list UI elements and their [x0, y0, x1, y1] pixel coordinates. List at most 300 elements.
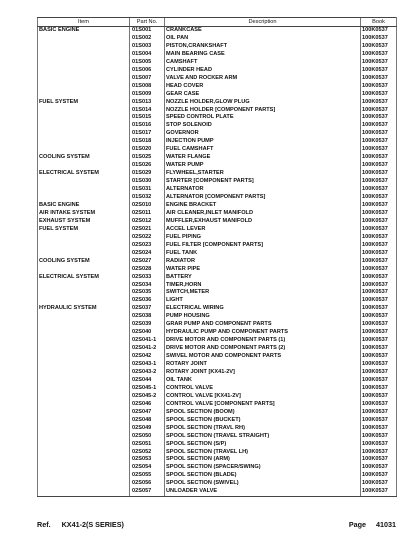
book-cell: 100K0537 [361, 202, 397, 210]
description-cell: HEAD COVER [165, 83, 361, 91]
table-row [38, 441, 397, 449]
book-cell: 100K0537 [361, 99, 397, 107]
item-cell [38, 313, 130, 321]
item-cell [38, 449, 130, 457]
book-cell: 100K0537 [361, 449, 397, 457]
table-row [38, 75, 397, 83]
item-cell: ELECTRICAL SYSTEM [38, 274, 130, 282]
item-cell [38, 67, 130, 75]
table-row [38, 417, 397, 425]
description-cell: NOZZLE HOLDER,GLOW PLUG [165, 99, 361, 107]
description-cell: FUEL CAMSHAFT [165, 146, 361, 154]
item-cell [38, 242, 130, 250]
table-row [38, 282, 397, 290]
item-cell [38, 234, 130, 242]
item-cell [38, 250, 130, 258]
book-cell: 100K0537 [361, 114, 397, 122]
description-cell: DRIVE MOTOR AND COMPONENT PARTS (1) [165, 337, 361, 345]
book-cell: 100K0537 [361, 35, 397, 43]
description-cell: UNLOADER VALVE [165, 488, 361, 496]
part-number-cell: 02S033 [130, 274, 165, 282]
description-cell: FLYWHEEL,STARTER [165, 170, 361, 178]
part-number-cell: 01S003 [130, 43, 165, 51]
description-cell: SPOOL SECTION (TRAVL RH) [165, 425, 361, 433]
column-header-book: Book [361, 18, 397, 27]
item-cell: AIR INTAKE SYSTEM [38, 210, 130, 218]
table-row [38, 67, 397, 75]
table-row [38, 43, 397, 51]
table-row [38, 146, 397, 154]
item-cell [38, 385, 130, 393]
part-number-cell: 02S055 [130, 472, 165, 480]
book-cell: 100K0537 [361, 258, 397, 266]
description-cell: SPOOL SECTION (SWIVEL) [165, 480, 361, 488]
part-number-cell: 02S028 [130, 266, 165, 274]
book-cell: 100K0537 [361, 488, 397, 496]
part-number-cell: 01S017 [130, 130, 165, 138]
description-cell: FUEL PIPING [165, 234, 361, 242]
table-row [38, 83, 397, 91]
item-cell [38, 59, 130, 67]
page-number: 41031 [376, 520, 396, 529]
book-cell: 100K0537 [361, 107, 397, 115]
part-number-cell: 01S007 [130, 75, 165, 83]
page-label: Page [348, 520, 366, 529]
ref-label: Ref. [37, 520, 51, 529]
item-cell [38, 456, 130, 464]
description-cell: ACCEL LEVER [165, 226, 361, 234]
book-cell: 100K0537 [361, 130, 397, 138]
part-number-cell: 02S056 [130, 480, 165, 488]
part-number-cell: 01S018 [130, 138, 165, 146]
book-cell: 100K0537 [361, 218, 397, 226]
book-cell: 100K0537 [361, 289, 397, 297]
description-cell: BATTERY [165, 274, 361, 282]
description-cell: SPOOL SECTION (SPACER/SWING) [165, 464, 361, 472]
part-number-cell: 02S044 [130, 377, 165, 385]
item-cell: HYDRAULIC SYSTEM [38, 305, 130, 313]
description-cell: FUEL TANK [165, 250, 361, 258]
description-cell: MUFFLER,EXHAUST MANIFOLD [165, 218, 361, 226]
table-row [38, 35, 397, 43]
part-number-cell: 01S020 [130, 146, 165, 154]
part-number-cell: 02S041-1 [130, 337, 165, 345]
book-cell: 100K0537 [361, 369, 397, 377]
item-cell [38, 146, 130, 154]
part-number-cell: 01S001 [130, 27, 165, 35]
book-cell: 100K0537 [361, 297, 397, 305]
part-number-cell: 01S014 [130, 107, 165, 115]
part-number-cell: 02S021 [130, 226, 165, 234]
table-row [38, 162, 397, 170]
item-cell [38, 122, 130, 130]
book-cell: 100K0537 [361, 329, 397, 337]
book-cell: 100K0537 [361, 345, 397, 353]
part-number-cell: 02S034 [130, 282, 165, 290]
description-cell: OIL TANK [165, 377, 361, 385]
book-cell: 100K0537 [361, 83, 397, 91]
book-cell: 100K0537 [361, 385, 397, 393]
description-cell: PISTON,CRANKSHAFT [165, 43, 361, 51]
part-number-cell: 01S008 [130, 83, 165, 91]
part-number-cell: 02S051 [130, 441, 165, 449]
part-number-cell: 02S057 [130, 488, 165, 496]
table-row [38, 345, 397, 353]
part-number-cell: 01S005 [130, 59, 165, 67]
item-cell [38, 282, 130, 290]
model-reference: KX41-2(S SERIES) [61, 520, 124, 529]
table-row [38, 313, 397, 321]
book-cell: 100K0537 [361, 51, 397, 59]
description-cell: WATER FLANGE [165, 154, 361, 162]
table-body [38, 27, 397, 497]
description-cell: CONTROL VALVE [KX41-2V] [165, 393, 361, 401]
table-row [38, 154, 397, 162]
table-row [38, 321, 397, 329]
book-cell: 100K0537 [361, 210, 397, 218]
item-cell [38, 289, 130, 297]
part-number-cell: 02S023 [130, 242, 165, 250]
book-cell: 100K0537 [361, 75, 397, 83]
description-cell: CRANKCASE [165, 27, 361, 35]
part-number-cell: 02S035 [130, 289, 165, 297]
book-cell: 100K0537 [361, 417, 397, 425]
part-number-cell: 02S042 [130, 353, 165, 361]
table-header [38, 18, 397, 27]
item-cell [38, 401, 130, 409]
item-cell [38, 266, 130, 274]
book-cell: 100K0537 [361, 361, 397, 369]
table-row [38, 138, 397, 146]
part-number-cell: 02S036 [130, 297, 165, 305]
part-number-cell: 02S045-2 [130, 393, 165, 401]
description-cell: OIL PAN [165, 35, 361, 43]
item-cell [38, 472, 130, 480]
book-cell: 100K0537 [361, 162, 397, 170]
part-number-cell: 02S046 [130, 401, 165, 409]
description-cell: HYDRAULIC PUMP AND COMPONENT PARTS [165, 329, 361, 337]
description-cell: LIGHT [165, 297, 361, 305]
table-row [38, 194, 397, 202]
table-row [38, 250, 397, 258]
part-number-cell: 01S009 [130, 91, 165, 99]
item-cell [38, 377, 130, 385]
part-number-cell: 02S024 [130, 250, 165, 258]
item-cell [38, 393, 130, 401]
description-cell: ENGINE BRACKET [165, 202, 361, 210]
table-row [38, 51, 397, 59]
part-number-cell: 01S031 [130, 186, 165, 194]
book-cell: 100K0537 [361, 305, 397, 313]
part-number-cell: 01S002 [130, 35, 165, 43]
description-cell: CAMSHAFT [165, 59, 361, 67]
book-cell: 100K0537 [361, 250, 397, 258]
table-row [38, 305, 397, 313]
item-cell [38, 130, 130, 138]
part-number-cell: 02S040 [130, 329, 165, 337]
item-cell [38, 329, 130, 337]
part-number-cell: 01S016 [130, 122, 165, 130]
part-number-cell: 02S022 [130, 234, 165, 242]
item-cell: BASIC ENGINE [38, 202, 130, 210]
book-cell: 100K0537 [361, 59, 397, 67]
item-cell [38, 107, 130, 115]
table-row [38, 266, 397, 274]
header-row [38, 18, 397, 27]
table-row [38, 122, 397, 130]
item-cell [38, 162, 130, 170]
item-cell [38, 321, 130, 329]
item-cell [38, 464, 130, 472]
book-cell: 100K0537 [361, 43, 397, 51]
table-row [38, 202, 397, 210]
book-cell: 100K0537 [361, 138, 397, 146]
table-row [38, 425, 397, 433]
item-cell: ELECTRICAL SYSTEM [38, 170, 130, 178]
item-cell: FUEL SYSTEM [38, 226, 130, 234]
book-cell: 100K0537 [361, 154, 397, 162]
table-row [38, 472, 397, 480]
book-cell: 100K0537 [361, 27, 397, 35]
table-row [38, 449, 397, 457]
table-row [38, 377, 397, 385]
part-number-cell: 02S049 [130, 425, 165, 433]
part-number-cell: 01S029 [130, 170, 165, 178]
item-cell [38, 345, 130, 353]
item-cell [38, 83, 130, 91]
table-row [38, 353, 397, 361]
part-number-cell: 01S032 [130, 194, 165, 202]
table-row [38, 130, 397, 138]
description-cell: GRAR PUMP AND COMPONENT PARTS [165, 321, 361, 329]
book-cell: 100K0537 [361, 321, 397, 329]
part-number-cell: 02S043-1 [130, 361, 165, 369]
item-cell [38, 417, 130, 425]
description-cell: ROTARY JOINT [165, 361, 361, 369]
description-cell: SPOOL SECTION (BUCKET) [165, 417, 361, 425]
part-number-cell: 02S043-2 [130, 369, 165, 377]
description-cell: ELECTRICAL WIRING [165, 305, 361, 313]
description-cell: CONTROL VALVE [COMPONENT PARTS] [165, 401, 361, 409]
table-row [38, 59, 397, 67]
part-number-cell: 02S047 [130, 409, 165, 417]
book-cell: 100K0537 [361, 480, 397, 488]
part-number-cell: 02S045-1 [130, 385, 165, 393]
description-cell: WATER PUMP [165, 162, 361, 170]
book-cell: 100K0537 [361, 234, 397, 242]
parts-index-table [37, 17, 397, 497]
book-cell: 100K0537 [361, 274, 397, 282]
description-cell: CONTROL VALVE [165, 385, 361, 393]
page-indicator [349, 520, 396, 529]
table-row [38, 170, 397, 178]
item-cell [38, 433, 130, 441]
table-row [38, 393, 397, 401]
item-cell [38, 186, 130, 194]
item-cell [38, 361, 130, 369]
part-number-cell: 02S041-2 [130, 345, 165, 353]
item-cell [38, 337, 130, 345]
description-cell: SPOOL SECTION (BLADE) [165, 472, 361, 480]
table-row [38, 433, 397, 441]
book-cell: 100K0537 [361, 377, 397, 385]
item-cell [38, 425, 130, 433]
table-row [38, 401, 397, 409]
description-cell: MAIN BEARING CASE [165, 51, 361, 59]
item-cell [38, 409, 130, 417]
item-cell: FUEL SYSTEM [38, 99, 130, 107]
item-cell [38, 488, 130, 496]
part-number-cell: 02S011 [130, 210, 165, 218]
item-cell [38, 114, 130, 122]
parts-index-sheet [37, 17, 396, 497]
description-cell: FUEL FILTER [COMPONENT PARTS] [165, 242, 361, 250]
part-number-cell: 02S048 [130, 417, 165, 425]
description-cell: TIMER,HORN [165, 282, 361, 290]
table-row [38, 409, 397, 417]
table-row [38, 27, 397, 35]
part-number-cell: 02S053 [130, 456, 165, 464]
part-number-cell: 02S054 [130, 464, 165, 472]
description-cell: DRIVE MOTOR AND COMPONENT PARTS (2) [165, 345, 361, 353]
book-cell: 100K0537 [361, 226, 397, 234]
part-number-cell: 02S052 [130, 449, 165, 457]
table-row [38, 289, 397, 297]
table-row [38, 369, 397, 377]
book-cell: 100K0537 [361, 433, 397, 441]
description-cell: VALVE AND ROCKER ARM [165, 75, 361, 83]
description-cell: ALTERNATOR [COMPONENT PARTS] [165, 194, 361, 202]
description-cell: SWIVEL MOTOR AND COMPONENT PARTS [165, 353, 361, 361]
table-row [38, 488, 397, 496]
part-number-cell: 02S039 [130, 321, 165, 329]
book-cell: 100K0537 [361, 409, 397, 417]
part-number-cell: 01S004 [130, 51, 165, 59]
table-row [38, 258, 397, 266]
table-row [38, 456, 397, 464]
description-cell: GEAR CASE [165, 91, 361, 99]
part-number-cell: 01S006 [130, 67, 165, 75]
table-row [38, 242, 397, 250]
description-cell: STOP SOLENOID [165, 122, 361, 130]
part-number-cell: 01S030 [130, 178, 165, 186]
table-row [38, 114, 397, 122]
book-cell: 100K0537 [361, 186, 397, 194]
book-cell: 100K0537 [361, 313, 397, 321]
description-cell: WATER PIPE [165, 266, 361, 274]
item-cell [38, 441, 130, 449]
item-cell [38, 51, 130, 59]
book-cell: 100K0537 [361, 464, 397, 472]
reference [37, 520, 124, 529]
item-cell [38, 91, 130, 99]
description-cell: ALTERNATOR [165, 186, 361, 194]
book-cell: 100K0537 [361, 337, 397, 345]
book-cell: 100K0537 [361, 441, 397, 449]
part-number-cell: 01S026 [130, 162, 165, 170]
table-row [38, 274, 397, 282]
part-number-cell: 02S012 [130, 218, 165, 226]
table-row [38, 218, 397, 226]
book-cell: 100K0537 [361, 425, 397, 433]
table-row [38, 91, 397, 99]
book-cell: 100K0537 [361, 393, 397, 401]
table-row [38, 329, 397, 337]
item-cell [38, 43, 130, 51]
item-cell [38, 369, 130, 377]
book-cell: 100K0537 [361, 146, 397, 154]
table-row [38, 186, 397, 194]
part-number-cell: 01S015 [130, 114, 165, 122]
book-cell: 100K0537 [361, 456, 397, 464]
book-cell: 100K0537 [361, 353, 397, 361]
table-row [38, 210, 397, 218]
description-cell: SWITCH,METER [165, 289, 361, 297]
part-number-cell: 02S037 [130, 305, 165, 313]
book-cell: 100K0537 [361, 122, 397, 130]
book-cell: 100K0537 [361, 242, 397, 250]
table-row [38, 234, 397, 242]
description-cell: SPOOL SECTION (S/P) [165, 441, 361, 449]
table-row [38, 337, 397, 345]
part-number-cell: 02S027 [130, 258, 165, 266]
description-cell: INJECTION PUMP [165, 138, 361, 146]
table-row [38, 107, 397, 115]
book-cell: 100K0537 [361, 91, 397, 99]
description-cell: ROTARY JOINT [KX41-2V] [165, 369, 361, 377]
book-cell: 100K0537 [361, 67, 397, 75]
part-number-cell: 02S038 [130, 313, 165, 321]
description-cell: PUMP HOUSING [165, 313, 361, 321]
item-cell: EXHAUST SYSTEM [38, 218, 130, 226]
book-cell: 100K0537 [361, 472, 397, 480]
page-footer [37, 520, 396, 530]
item-cell [38, 75, 130, 83]
item-cell [38, 35, 130, 43]
part-number-cell: 01S025 [130, 154, 165, 162]
table-row [38, 385, 397, 393]
book-cell: 100K0537 [361, 178, 397, 186]
description-cell: SPOOL SECTION (TRAVEL LH) [165, 449, 361, 457]
item-cell [38, 353, 130, 361]
table-row [38, 99, 397, 107]
column-header-part-no: Part No. [130, 18, 165, 27]
item-cell [38, 297, 130, 305]
item-cell: COOLING SYSTEM [38, 258, 130, 266]
table-row [38, 226, 397, 234]
book-cell: 100K0537 [361, 282, 397, 290]
item-cell [38, 480, 130, 488]
description-cell: NOZZLE HOLDER [COMPONENT PARTS] [165, 107, 361, 115]
column-header-item: Item [38, 18, 130, 27]
table-row [38, 464, 397, 472]
item-cell: BASIC ENGINE [38, 27, 130, 35]
description-cell: RADIATOR [165, 258, 361, 266]
description-cell: CYLINDER HEAD [165, 67, 361, 75]
description-cell: SPEED CONTROL PLATE [165, 114, 361, 122]
item-cell [38, 138, 130, 146]
table-row [38, 297, 397, 305]
book-cell: 100K0537 [361, 170, 397, 178]
item-cell [38, 194, 130, 202]
description-cell: AIR CLEANER,INLET MANIFOLD [165, 210, 361, 218]
book-cell: 100K0537 [361, 194, 397, 202]
table-row [38, 361, 397, 369]
part-number-cell: 02S010 [130, 202, 165, 210]
description-cell: SPOOL SECTION (TRAVEL STRAIGHT) [165, 433, 361, 441]
description-cell: SPOOL SECTION (ARM) [165, 456, 361, 464]
table-row [38, 178, 397, 186]
